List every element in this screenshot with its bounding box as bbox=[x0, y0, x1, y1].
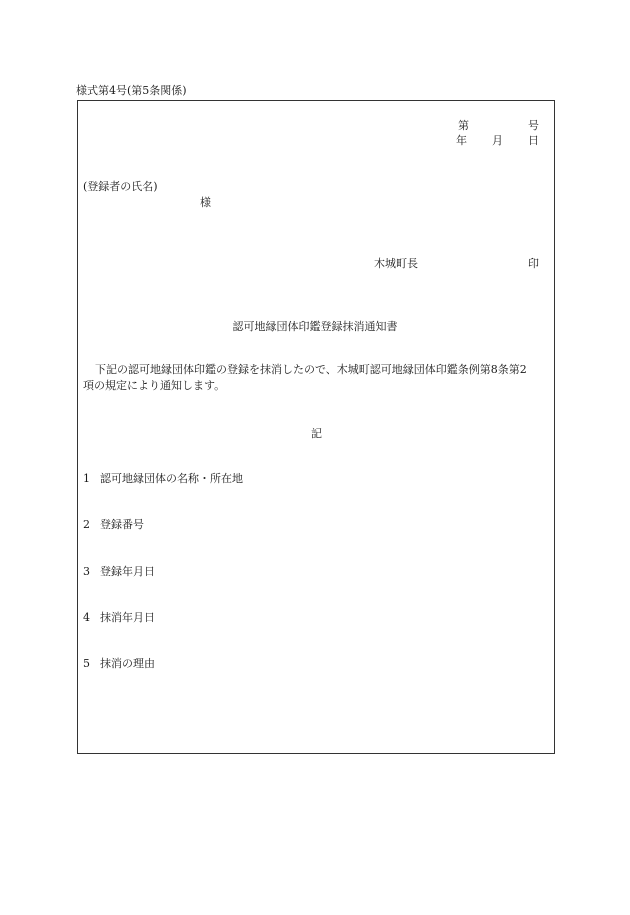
date-month-label: 月 bbox=[492, 134, 503, 147]
document-number-suffix: 号 bbox=[528, 119, 539, 132]
document-title: 認可地縁団体印鑑登録抹消通知書 bbox=[232, 320, 398, 333]
list-item-label: 認可地縁団体の名称・所在地 bbox=[100, 472, 243, 485]
list-item bbox=[83, 472, 243, 485]
list-item-number: 3 bbox=[83, 565, 90, 578]
seal-mark: 印 bbox=[528, 257, 539, 270]
form-number: 様式第4号(第5条関係) bbox=[76, 84, 187, 97]
list-item bbox=[83, 518, 144, 531]
list-item-label: 抹消の理由 bbox=[100, 657, 155, 670]
list-item bbox=[83, 611, 155, 624]
body-text-line-2: 項の規定により通知します。 bbox=[83, 379, 226, 392]
list-item-number: 1 bbox=[83, 472, 90, 485]
recipient-honorific: 様 bbox=[200, 196, 211, 209]
list-item-label: 抹消年月日 bbox=[100, 611, 155, 624]
body-text-line-1: 下記の認可地縁団体印鑑の登録を抹消したので、木城町認可地縁団体印鑑条例第8条第2 bbox=[95, 363, 527, 376]
recipient-name-label: (登録者の氏名) bbox=[83, 180, 158, 193]
list-item bbox=[83, 657, 155, 670]
list-item-label: 登録年月日 bbox=[100, 565, 155, 578]
issuer-title: 木城町長 bbox=[374, 257, 418, 270]
list-item-number: 5 bbox=[83, 657, 90, 670]
list-item-label: 登録番号 bbox=[100, 518, 144, 531]
list-item bbox=[83, 565, 155, 578]
ki-heading: 記 bbox=[311, 427, 322, 440]
date-day-label: 日 bbox=[528, 134, 539, 147]
list-item-number: 2 bbox=[83, 518, 90, 531]
document-number-label: 第 bbox=[458, 119, 469, 132]
date-year-label: 年 bbox=[456, 134, 467, 147]
list-item-number: 4 bbox=[83, 611, 90, 624]
